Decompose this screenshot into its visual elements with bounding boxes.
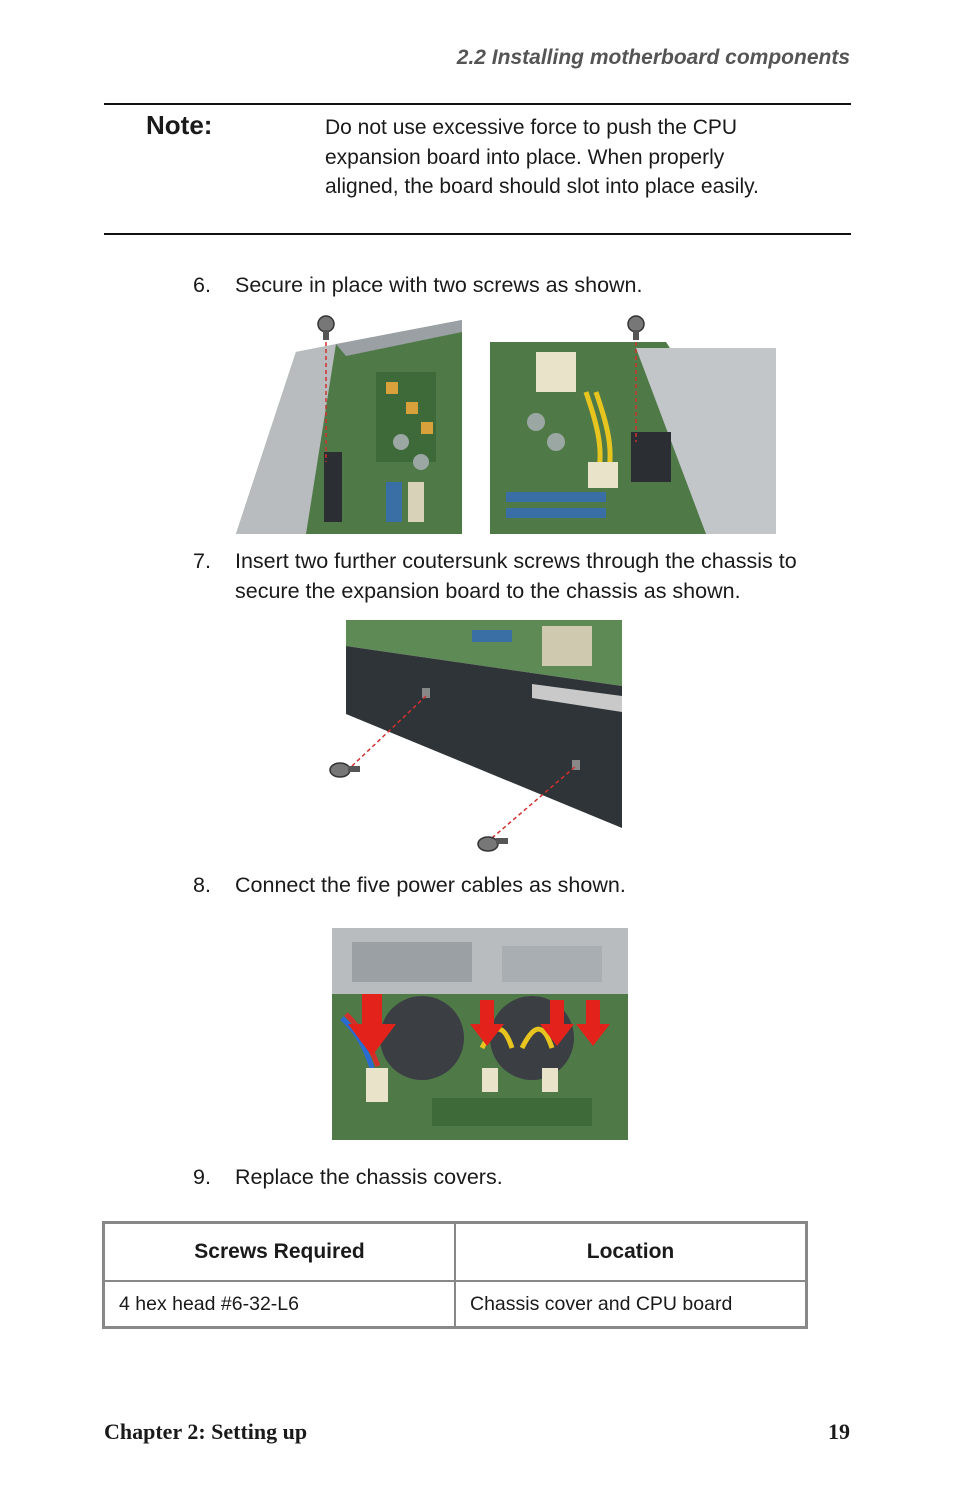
countersunk-screw-upper-icon: [330, 763, 360, 777]
step-text: Connect the five power cables as shown.: [235, 873, 626, 897]
step-number: 9.: [193, 1165, 211, 1189]
countersunk-screw-lower-icon: [478, 837, 508, 851]
note-text: Do not use excessive force to push the CPU expansion board into place. When properly aligned, the board should slot into place easily.: [325, 116, 759, 198]
figure-screws-cpu-board: [236, 312, 778, 534]
step-text: Insert two further coutersunk screws through the chassis to secure the expansion board to the chassis as shown.: [235, 549, 797, 603]
running-header: 2.2 Installing motherboard components: [456, 46, 850, 69]
note-label: Note:: [146, 110, 213, 140]
step-text: Replace the chassis covers.: [235, 1165, 503, 1189]
step-text: Secure in place with two screws as shown.: [235, 273, 643, 297]
photo-right-board: [490, 342, 776, 534]
figure-chassis-countersunk-screws: [322, 616, 628, 858]
photo-left-board: [236, 320, 462, 534]
table-header-row: [104, 1223, 807, 1282]
table-row: [104, 1281, 807, 1328]
table-header-cell: Location: [455, 1223, 807, 1282]
step-number: 7.: [193, 549, 211, 573]
step-number: 6.: [193, 273, 211, 297]
table-cell: Chassis cover and CPU board: [455, 1281, 807, 1328]
screws-table: [102, 1221, 808, 1329]
footer-chapter: Chapter 2: Setting up: [104, 1419, 308, 1444]
table-cell: 4 hex head #6-32-L6: [104, 1281, 456, 1328]
step-number: 8.: [193, 873, 211, 897]
figure-power-cables: [332, 928, 628, 1140]
table-header-cell: Screws Required: [104, 1223, 456, 1282]
footer-page-number: 19: [828, 1419, 850, 1444]
note-bottom-rule: [104, 233, 851, 235]
note-top-rule: [104, 103, 851, 105]
